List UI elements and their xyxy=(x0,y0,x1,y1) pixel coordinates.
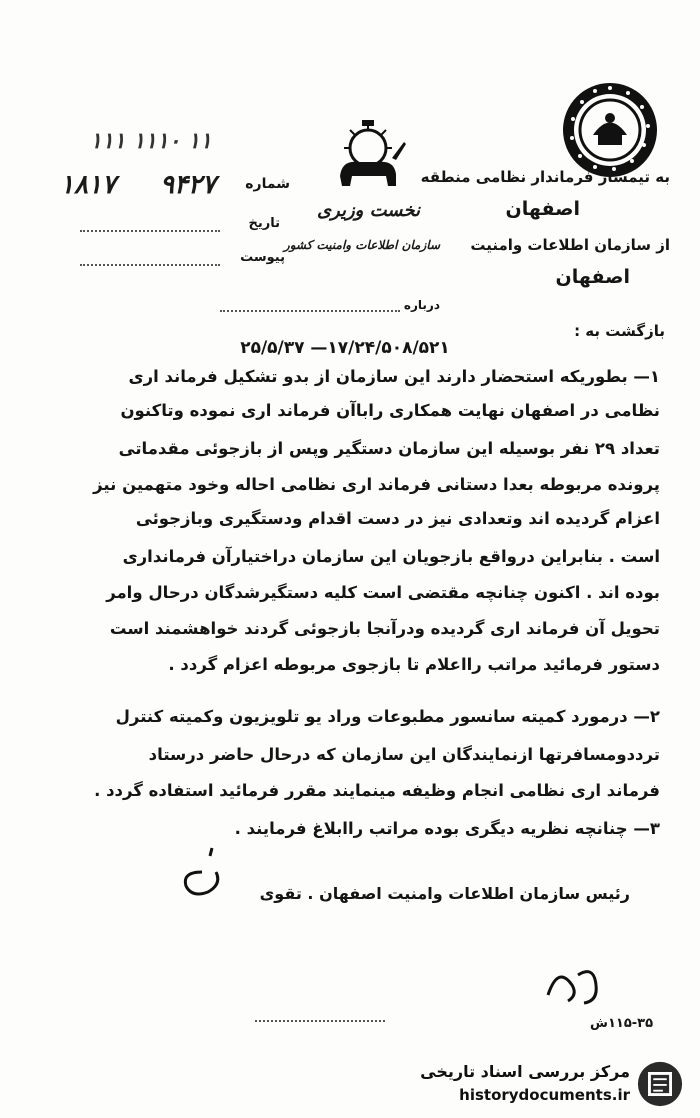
body-line: است . بنابراین درواقع بازجویان این سازمان دراختیارآن فرمانداری xyxy=(122,547,660,566)
body-line: دستور فرمائید مراتب رااعلام تا بازجوی مربوطه اعزام گردد . xyxy=(168,655,660,674)
number-value: ۹۴۲۷ xyxy=(160,170,216,200)
body-line: ۲— درمورد کمیته سانسور مطبوعات وراد یو تلویزیون وکمیته کنترل xyxy=(115,707,660,726)
sender-line: از سازمان اطلاعات وامنیت xyxy=(470,236,670,254)
signatory-title: رئیس سازمان اطلاعات وامنیت اصفهان . تقوی xyxy=(259,884,630,903)
body-line: بوده اند . اکنون چنانچه مقتضی است کلیه دستگیرشدگان درحال وامر xyxy=(106,583,660,602)
lion-and-sun-emblem-icon xyxy=(322,118,412,198)
body-line: تعداد ۲۹ نفر بوسیله این سازمان دستگیر وپس از بازجوئی مقدماتی xyxy=(118,439,660,458)
reference-value: ۱۷/۲۴/۵۰۸/۵۲۱— ۲۵/۵/۳۷ xyxy=(240,338,450,358)
body-line: اعزام گردیده اند وتعدادی نیز در دست اقدام ودستگیری وبازجوئی xyxy=(135,509,660,528)
body-line: ترددومسافرتها ازنمایندگان این سازمان که درحال حاضر درستاد xyxy=(148,745,660,764)
handwritten-initials xyxy=(538,955,608,1015)
attachment-field xyxy=(80,250,285,272)
official-seal-icon xyxy=(560,80,660,180)
number-label: شماره xyxy=(245,176,290,192)
body-line: پرونده مربوطه بعدا دستانی فرماند اری نظامی احاله وخود متهمین نیز xyxy=(93,475,660,494)
history-documents-logo-icon xyxy=(636,1060,684,1108)
handwritten-savak-note: سازمان اطلاعات وامنیت کشور xyxy=(283,238,440,252)
sender-city: اصفهان xyxy=(555,266,630,288)
addressee-line: به تیمسار فرماندار نظامی منطقه xyxy=(420,168,670,186)
watermark-title: مرکز بررسی اسناد تاریخی xyxy=(420,1062,630,1081)
top-handwritten-marks: ۱۱۱ ۱۱۱۰ ۱۱ xyxy=(90,128,212,154)
subject-field xyxy=(220,296,440,318)
body-line: تحویل آن فرماند اری گردیده ودرآنجا بازجوئی گردند خواهشمند است xyxy=(109,619,660,638)
attachment-label: پیوست xyxy=(240,250,285,265)
body-line: نظامی در اصفهان نهایت همکاری راباآن فرماند اری نموده وتاکنون xyxy=(120,401,660,420)
date-field xyxy=(80,216,280,238)
subject-label: درباره xyxy=(403,298,440,312)
bottom-dotted-line xyxy=(255,1020,385,1022)
watermark xyxy=(400,1058,690,1110)
form-code: ۱۱۵-۳۵ش xyxy=(590,1016,654,1031)
reference-number-block xyxy=(60,170,290,202)
date-label: تاریخ xyxy=(248,216,280,231)
watermark-url: historydocuments.ir xyxy=(459,1086,630,1104)
handwritten-number: ۱۸۱۷ xyxy=(60,170,116,200)
handwritten-prime-ministry: نخست وزیری xyxy=(316,200,420,221)
reference-label: بازگشت به : xyxy=(574,322,665,340)
body-line: ۱— بطوریکه استحضار دارند این سازمان از بدو تشکیل فرماند اری xyxy=(128,367,660,386)
body-line: فرماند اری نظامی انجام وظیفه مینمایند مقرر فرمائید استفاده گردد . xyxy=(94,781,660,800)
body-line: ۳— چنانچه نظریه دیگری بوده مراتب راابلاغ فرمایند . xyxy=(234,819,660,838)
addressee-city: اصفهان xyxy=(505,198,580,220)
